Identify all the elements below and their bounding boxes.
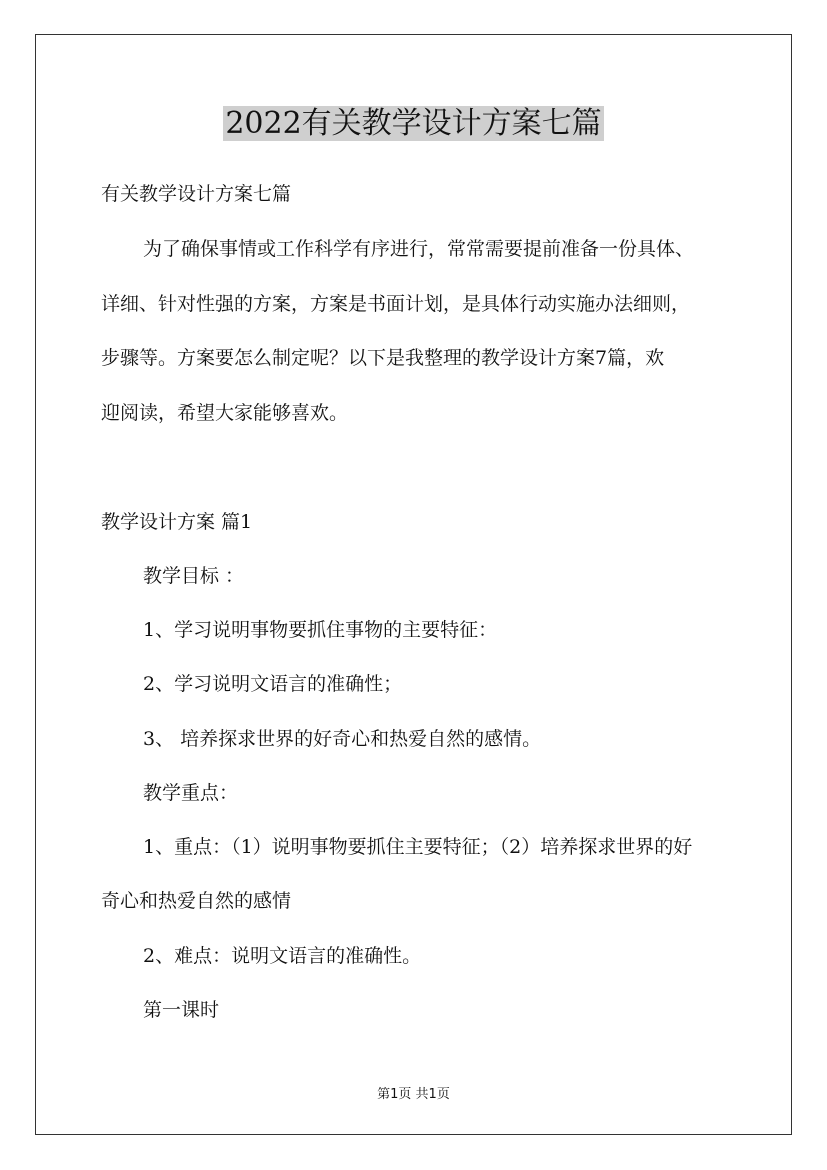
objective-item-1: 1、学习说明事物要抓住事物的主要特征： bbox=[143, 619, 498, 641]
objectives-label: 教学目标 ： bbox=[143, 565, 245, 587]
lesson-label: 第一课时 bbox=[143, 999, 220, 1021]
objective-item-3: 3、 培养探求世界的好奇心和热爱自然的感情。 bbox=[143, 728, 542, 750]
page-footer: 第1页 共1页 bbox=[377, 1087, 450, 1102]
section-heading: 教学设计方案 篇1 bbox=[101, 511, 253, 533]
document-subtitle: 有关教学设计方案七篇 bbox=[101, 183, 292, 205]
objective-item-2: 2、学习说明文语言的准确性； bbox=[143, 673, 403, 695]
intro-line-4: 迎阅读，希望大家能够喜欢。 bbox=[101, 402, 349, 424]
intro-line-1: 为了确保事情或工作科学有序进行，常常需要提前准备一份具体、 bbox=[143, 238, 695, 260]
key-point-2: 2、难点：说明文语言的准确性。 bbox=[143, 945, 422, 967]
intro-line-3: 步骤等。方案要怎么制定呢？以下是我整理的教学设计方案7篇，欢 bbox=[101, 347, 665, 369]
document-title-text: 2022有关教学设计方案七篇 bbox=[225, 106, 602, 141]
key-points-label: 教学重点： bbox=[143, 782, 239, 804]
document-title bbox=[0, 104, 827, 144]
intro-line-2: 详细、针对性强的方案，方案是书面计划，是具体行动实施办法细则， bbox=[101, 293, 691, 315]
key-point-1-line-2: 奇心和热爱自然的感情 bbox=[101, 890, 292, 912]
key-point-1-line-1: 1、重点：（1）说明事物要抓住主要特征；（2）培养探求世界的好 bbox=[143, 836, 693, 858]
